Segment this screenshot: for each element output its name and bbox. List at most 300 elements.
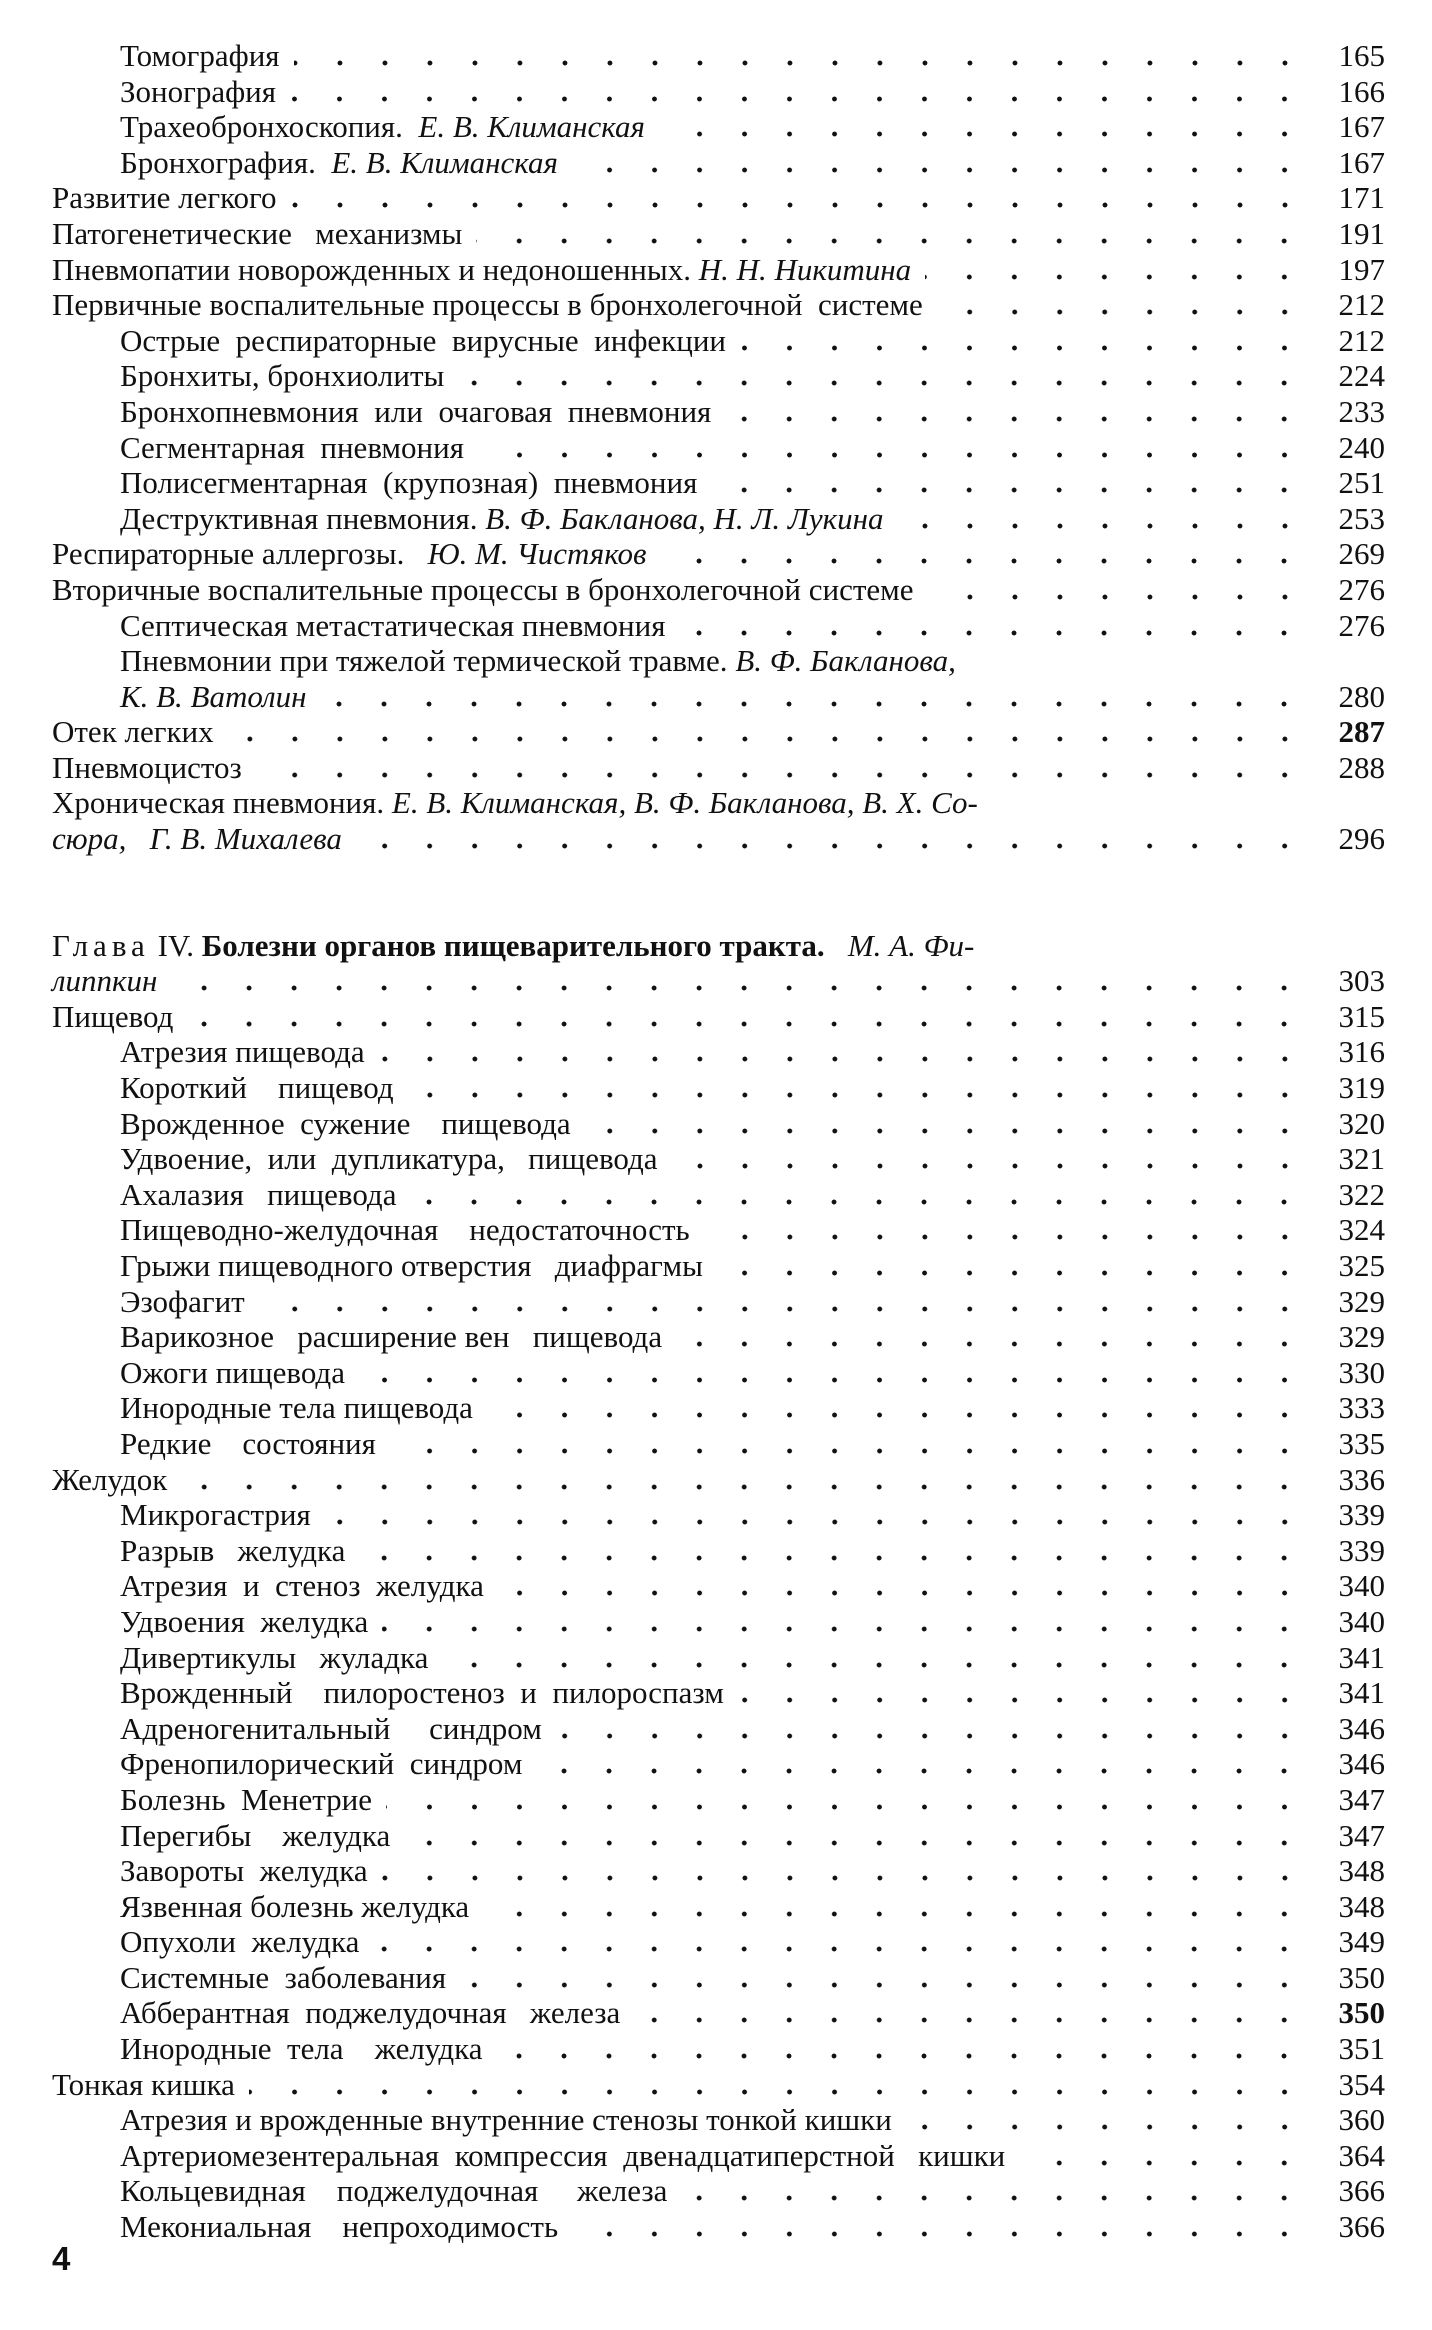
toc-subentry[interactable] — [52, 1141, 1385, 1177]
entry-title — [120, 1675, 724, 1711]
entry-page-number: 333 — [1338, 1390, 1385, 1426]
toc-line — [52, 2102, 1385, 2138]
entry-title — [120, 1248, 703, 1284]
entry-page-number: 212 — [1338, 322, 1385, 358]
entry-text: Хроническая пневмония. — [52, 785, 392, 821]
toc-line — [52, 608, 1385, 644]
entry-text: Атрезия пищевода — [120, 1034, 365, 1070]
toc-subentry[interactable] — [52, 1746, 1385, 1782]
entry-text: Отек легких — [52, 714, 214, 750]
entry-page-number: 329 — [1338, 1283, 1385, 1319]
dot-leader — [676, 1341, 1307, 1347]
entry-title — [120, 1141, 658, 1177]
dot-leader — [704, 1234, 1307, 1240]
entry-page-number: 360 — [1338, 2102, 1385, 2138]
entry-text: Септическая метастатическая пневмония — [120, 607, 666, 643]
toc-line — [52, 999, 1385, 1035]
entry-text: Кольцевидная поджелудочная железа — [120, 2173, 668, 2209]
dot-leader — [382, 1626, 1307, 1632]
entry-text: Тонкая кишка — [52, 2066, 235, 2102]
entry-title — [120, 501, 884, 537]
toc-line — [52, 1746, 1385, 1782]
entry-page-number: 324 — [1338, 1212, 1385, 1248]
entry-title — [120, 2031, 482, 2067]
entry-title — [120, 1746, 522, 1782]
entry-page-number: 171 — [1338, 180, 1385, 216]
entry-title — [120, 1106, 571, 1142]
entry-title — [120, 1818, 390, 1854]
entry-title — [120, 2173, 667, 2209]
entry-title — [52, 536, 646, 572]
entry-title — [120, 1070, 394, 1106]
toc-subentry[interactable] — [52, 2138, 1385, 2174]
dot-leader — [404, 1840, 1307, 1846]
toc-line — [52, 1390, 1385, 1426]
toc-line — [52, 1497, 1385, 1533]
entry-page-number: 315 — [1338, 998, 1385, 1034]
entry-text: Атрезия и врожденные внутренние стенозы тонкой кишки — [120, 2102, 892, 2138]
dot-leader — [483, 1911, 1307, 1917]
dot-leader — [928, 594, 1307, 600]
toc-subentry[interactable] — [52, 323, 1385, 359]
toc-line — [52, 1995, 1385, 2031]
dot-leader — [171, 985, 1307, 991]
entry-text: Ожоги пищевода — [120, 1354, 345, 1390]
entry-page-number: 346 — [1338, 1710, 1385, 1746]
toc-entry[interactable] — [52, 785, 1385, 856]
entry-text: Вторичные воспалительные процессы в бронхолегочной системе — [52, 571, 914, 607]
entry-title — [120, 1355, 345, 1391]
entry-title — [120, 109, 645, 145]
entry-text: Врожденное сужение пищевода — [120, 1105, 571, 1141]
entry-page-number: 224 — [1338, 358, 1385, 394]
toc-subentry[interactable] — [52, 1426, 1385, 1462]
entry-title — [120, 323, 726, 359]
toc-line — [52, 1141, 1385, 1177]
entry-text: Короткий пищевод — [120, 1070, 394, 1106]
toc-subentry[interactable] — [52, 1782, 1385, 1818]
entry-page-number: 348 — [1338, 1888, 1385, 1924]
entry-title — [52, 287, 923, 323]
entry-text: Первичные воспалительные процессы в бронхолегочной системе — [52, 287, 923, 323]
entry-title — [120, 1177, 396, 1213]
toc-subentry[interactable] — [52, 1319, 1385, 1355]
toc-subentry[interactable] — [52, 394, 1385, 430]
dot-leader — [556, 1733, 1307, 1739]
dot-leader — [1019, 2160, 1307, 2166]
entry-text: Френопилорический синдром — [120, 1746, 523, 1782]
entry-title — [120, 1782, 372, 1818]
entry-title — [52, 216, 462, 252]
dot-leader — [356, 843, 1307, 849]
toc-line — [52, 536, 1385, 572]
entry-page-number: 197 — [1338, 251, 1385, 287]
toc-subentry[interactable] — [52, 1604, 1385, 1640]
entry-page-number: 280 — [1338, 678, 1385, 714]
entry-page-number: 287 — [1338, 714, 1385, 750]
dot-leader — [256, 772, 1307, 778]
dot-leader — [476, 238, 1307, 244]
entry-title — [120, 2102, 892, 2138]
dot-leader — [925, 274, 1307, 280]
toc-line — [52, 785, 1385, 821]
dot-leader — [496, 2053, 1307, 2059]
toc-line — [52, 323, 1385, 359]
dot-leader — [536, 1768, 1307, 1774]
dot-leader — [478, 452, 1307, 458]
dot-leader — [382, 1875, 1307, 1881]
toc-subentry[interactable] — [52, 465, 1385, 501]
dot-leader — [660, 558, 1307, 564]
dot-leader — [738, 1697, 1307, 1703]
entry-author: Е. В. Климанская — [418, 109, 645, 145]
toc-line — [52, 358, 1385, 394]
toc-subentry[interactable] — [52, 145, 1385, 181]
entry-title — [120, 394, 711, 430]
toc-subentry[interactable] — [52, 1924, 1385, 1960]
entry-page-number: 191 — [1338, 215, 1385, 251]
entry-page-number: 339 — [1338, 1532, 1385, 1568]
toc-subentry[interactable] — [52, 1248, 1385, 1284]
entry-text: Деструктивная пневмония. — [120, 500, 486, 536]
entry-title — [120, 1604, 368, 1640]
entry-text: Ахалазия пищевода — [120, 1176, 397, 1212]
entry-page-number: 347 — [1338, 1781, 1385, 1817]
dot-leader — [898, 523, 1307, 529]
entry-text: Удвоение, или дупликатура, пищевода — [120, 1141, 658, 1177]
dot-leader — [320, 701, 1307, 707]
dot-leader — [291, 202, 1308, 208]
entry-page-number: 276 — [1338, 571, 1385, 607]
entry-text: Опухоли желудка — [120, 1924, 360, 1960]
entry-title — [120, 38, 280, 74]
entry-text: Дивертикулы жуладка — [120, 1639, 429, 1675]
entry-page-number: 296 — [1338, 821, 1385, 857]
entry-title — [120, 2209, 558, 2245]
entry-page-number: 240 — [1338, 429, 1385, 465]
entry-author: М. А. Фи- — [824, 927, 975, 963]
entry-page-number: 330 — [1338, 1354, 1385, 1390]
dot-leader — [460, 1982, 1307, 1988]
entry-page-number: 276 — [1338, 607, 1385, 643]
toc-subentry[interactable] — [52, 501, 1385, 537]
entry-page-number: 253 — [1338, 500, 1385, 536]
entry-text: Инородные тела пищевода — [120, 1390, 473, 1426]
entry-title — [52, 750, 242, 786]
toc-line — [52, 928, 1385, 964]
toc-line — [52, 572, 1385, 608]
toc-line — [52, 1924, 1385, 1960]
toc-line — [52, 216, 1385, 252]
entry-text: Бронхография. — [120, 144, 332, 180]
entry-text: Системные заболевания — [120, 1959, 447, 1995]
dot-leader — [410, 1199, 1307, 1205]
toc-subentry[interactable] — [52, 1070, 1385, 1106]
dot-leader — [408, 1092, 1307, 1098]
toc-subentry[interactable] — [52, 1355, 1385, 1391]
toc-line — [52, 1070, 1385, 1106]
toc-subentry[interactable] — [52, 38, 1385, 74]
entry-title — [52, 2067, 235, 2103]
toc-subentry[interactable] — [52, 1533, 1385, 1569]
page-number-folio: 4 — [52, 2240, 71, 2277]
dot-leader — [359, 1377, 1307, 1383]
toc-subentry[interactable] — [52, 74, 1385, 110]
entry-page-number: 341 — [1338, 1675, 1385, 1711]
toc-subentry[interactable] — [52, 1853, 1385, 1889]
dot-leader — [390, 1448, 1307, 1454]
entry-page-number: 233 — [1338, 393, 1385, 429]
entry-title — [120, 1960, 446, 1996]
entry-page-number: 166 — [1338, 73, 1385, 109]
toc-line — [52, 1782, 1385, 1818]
entry-text: Язвенная болезнь желудка — [120, 1888, 470, 1924]
entry-page-number: 212 — [1338, 287, 1385, 323]
toc-line — [52, 1818, 1385, 1854]
entry-text: Бронхопневмония или очаговая пневмония — [120, 393, 712, 429]
entry-title — [52, 785, 978, 821]
toc-subentry[interactable] — [52, 1497, 1385, 1533]
toc-line — [52, 679, 1385, 715]
entry-title — [120, 1889, 469, 1925]
entry-text: Сегментарная пневмония — [120, 429, 464, 465]
dot-leader — [249, 2089, 1307, 2095]
toc-line — [52, 180, 1385, 216]
dot-leader — [487, 1412, 1307, 1418]
entry-page-number: 303 — [1338, 963, 1385, 999]
toc-subentry[interactable] — [52, 2209, 1385, 2245]
entry-text: Пневмоцистоз — [52, 749, 242, 785]
entry-title — [52, 999, 173, 1035]
entry-page-number: 321 — [1338, 1141, 1385, 1177]
entry-text: Желудок — [52, 1461, 168, 1497]
entry-author: В. Ф. Бакланова, Н. Л. Лукина — [485, 500, 884, 536]
entry-author: липпкин — [52, 963, 158, 999]
toc-entry[interactable] — [52, 180, 1385, 216]
toc-subentry[interactable] — [52, 1568, 1385, 1604]
entry-page-number: 364 — [1338, 2137, 1385, 2173]
toc-line — [52, 109, 1385, 145]
entry-text: Болезни органов пищеварительного тракта. — [201, 927, 825, 963]
toc-subentry[interactable] — [52, 1177, 1385, 1213]
toc-line — [52, 1533, 1385, 1569]
entry-author: Е. В. Климанская — [331, 144, 558, 180]
entry-page-number: 165 — [1338, 38, 1385, 73]
section-gap — [52, 857, 1385, 928]
entry-title — [120, 1711, 542, 1747]
toc-line — [52, 1675, 1385, 1711]
toc-line — [52, 1711, 1385, 1747]
entry-title — [120, 1924, 359, 1960]
entry-title — [120, 1426, 376, 1462]
entry-text: Перегибы желудка — [120, 1817, 391, 1853]
toc-subentry[interactable] — [52, 1034, 1385, 1070]
entry-page-number: 322 — [1338, 1176, 1385, 1212]
entry-title — [120, 358, 444, 394]
entry-text: Артериомезентеральная компрессия двенадцатиперстной кишки — [120, 2137, 1006, 2173]
toc-subentry[interactable] — [52, 2031, 1385, 2067]
toc-subentry[interactable] — [52, 1889, 1385, 1925]
toc-subentry[interactable] — [52, 1212, 1385, 1248]
entry-page-number: 339 — [1338, 1497, 1385, 1533]
toc-entry[interactable] — [52, 252, 1385, 288]
toc-entry[interactable] — [52, 2067, 1385, 2103]
entry-text: Пневмонии при тяжелой термической травме. — [120, 643, 736, 679]
entry-title — [52, 572, 914, 608]
entry-page-number: 366 — [1338, 2209, 1385, 2245]
entry-text: Грыжи пищеводного отверстия диафрагмы — [120, 1248, 703, 1283]
toc-line — [52, 1640, 1385, 1676]
entry-title — [120, 430, 464, 466]
dot-leader — [325, 1519, 1307, 1525]
entry-page-number: 351 — [1338, 2031, 1385, 2067]
entry-page-number: 348 — [1338, 1853, 1385, 1889]
entry-title — [120, 1853, 368, 1889]
toc-subentry[interactable] — [52, 1960, 1385, 1996]
toc-subentry[interactable] — [52, 109, 1385, 145]
entry-text: Пищевод — [52, 998, 174, 1034]
entry-page-number: 336 — [1338, 1461, 1385, 1497]
dot-leader — [379, 1056, 1307, 1062]
toc-line — [52, 1319, 1385, 1355]
entry-text: Микрогастрия — [120, 1497, 311, 1533]
dot-leader — [187, 1021, 1307, 1027]
entry-text: Врожденный пилоростеноз и пилороспазм — [120, 1675, 724, 1711]
toc-subentry[interactable] — [52, 1995, 1385, 2031]
entry-page-number: 347 — [1338, 1817, 1385, 1853]
toc-subentry[interactable] — [52, 2173, 1385, 2209]
toc-subentry[interactable] — [52, 608, 1385, 644]
toc-line — [52, 1034, 1385, 1070]
entry-author: Н. Н. Никитина — [698, 251, 912, 287]
toc-subentry[interactable] — [52, 358, 1385, 394]
entry-page-number: 167 — [1338, 144, 1385, 180]
entry-page-number: 251 — [1338, 465, 1385, 501]
toc-line — [52, 643, 1385, 679]
entry-text: Томография — [120, 38, 280, 73]
entry-title — [120, 1284, 245, 1320]
toc-subentry[interactable] — [52, 1640, 1385, 1676]
entry-page-number: 167 — [1338, 109, 1385, 145]
entry-title — [120, 1319, 662, 1355]
table-of-contents — [52, 38, 1385, 2245]
toc-line — [52, 1889, 1385, 1925]
entry-title — [120, 1034, 365, 1070]
toc-entry[interactable] — [52, 928, 1385, 999]
dot-leader — [740, 345, 1307, 351]
dot-leader — [373, 1946, 1307, 1952]
dot-leader — [717, 1270, 1307, 1276]
dot-leader — [906, 2124, 1307, 2130]
toc-subentry[interactable] — [52, 1390, 1385, 1426]
toc-entry[interactable] — [52, 216, 1385, 252]
entry-page-number: 335 — [1338, 1425, 1385, 1461]
entry-title — [120, 1497, 311, 1533]
toc-line — [52, 750, 1385, 786]
toc-entry[interactable] — [52, 750, 1385, 786]
toc-line — [52, 252, 1385, 288]
toc-line — [52, 394, 1385, 430]
dot-leader — [386, 1804, 1307, 1810]
toc-line — [52, 430, 1385, 466]
entry-page-number: 320 — [1338, 1105, 1385, 1141]
entry-author: Е. В. Климанская, В. Ф. Бакланова, В. Х. Со- — [391, 785, 978, 821]
toc-line — [52, 287, 1385, 323]
toc-subentry[interactable] — [52, 2102, 1385, 2138]
toc-entry[interactable] — [52, 714, 1385, 750]
dot-leader — [672, 1163, 1307, 1169]
entry-title — [120, 1390, 473, 1426]
toc-subentry[interactable] — [52, 430, 1385, 466]
toc-line — [52, 963, 1385, 999]
entry-title — [120, 679, 306, 715]
dot-leader — [679, 630, 1307, 636]
entry-title — [120, 1995, 620, 2031]
entry-page-number: 269 — [1338, 536, 1385, 572]
entry-title — [52, 714, 214, 750]
entry-text: Зонография — [120, 73, 277, 109]
toc-subentry[interactable] — [52, 643, 1385, 714]
toc-entry[interactable] — [52, 536, 1385, 572]
toc-line — [52, 1177, 1385, 1213]
toc-entry[interactable] — [52, 287, 1385, 323]
toc-line — [52, 1284, 1385, 1320]
entry-text: Эзофагит — [120, 1283, 245, 1319]
toc-line — [52, 2209, 1385, 2245]
dot-leader — [634, 2017, 1307, 2023]
entry-text: Редкие состояния — [120, 1425, 376, 1461]
entry-text: Болезнь Менетрие — [120, 1781, 373, 1817]
dot-leader — [572, 167, 1307, 173]
entry-title — [52, 252, 911, 288]
entry-page-number: 340 — [1338, 1568, 1385, 1604]
dot-leader — [294, 60, 1307, 66]
toc-subentry[interactable] — [52, 1711, 1385, 1747]
toc-entry[interactable] — [52, 1462, 1385, 1498]
entry-text: Разрыв желудка — [120, 1532, 346, 1568]
dot-leader — [585, 1128, 1307, 1134]
toc-line — [52, 1426, 1385, 1462]
entry-text: Развитие легкого — [52, 180, 277, 216]
entry-text: Трахеобронхоскопия. — [120, 109, 419, 145]
toc-line — [52, 465, 1385, 501]
entry-text: IV. — [149, 927, 202, 963]
entry-page-number: 316 — [1338, 1034, 1385, 1070]
toc-subentry[interactable] — [52, 1284, 1385, 1320]
entry-text: Патогенетические механизмы — [52, 215, 463, 251]
dot-leader — [681, 2195, 1307, 2201]
dot-leader — [937, 309, 1307, 315]
toc-entry[interactable] — [52, 572, 1385, 608]
toc-subentry[interactable] — [52, 1106, 1385, 1142]
entry-text: Удвоения желудка — [120, 1603, 369, 1639]
entry-text: Адреногенитальный синдром — [120, 1710, 542, 1746]
toc-subentry[interactable] — [52, 1818, 1385, 1854]
toc-entry[interactable] — [52, 999, 1385, 1035]
entry-title — [52, 963, 157, 999]
entry-title — [120, 74, 276, 110]
toc-line — [52, 1853, 1385, 1889]
entry-text: Атрезия и стеноз желудка — [120, 1568, 484, 1604]
toc-subentry[interactable] — [52, 1675, 1385, 1711]
toc-line — [52, 2138, 1385, 2174]
dot-leader — [228, 736, 1307, 742]
toc-line — [52, 501, 1385, 537]
entry-page-number: 329 — [1338, 1319, 1385, 1355]
entry-text: Варикозное расширение вен пищевода — [120, 1319, 663, 1355]
entry-title — [120, 465, 697, 501]
dot-leader — [259, 1306, 1307, 1312]
